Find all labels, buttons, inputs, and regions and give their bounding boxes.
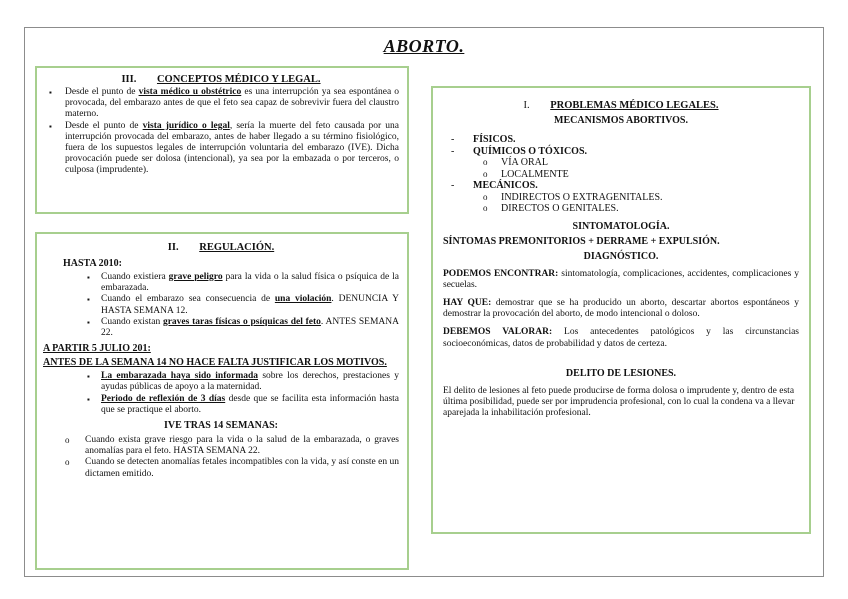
list-item: o INDIRECTOS O EXTRAGENITALES. — [501, 192, 799, 204]
list-item: ▪ Desde el punto de vista jurídico o legal, sería la muerte del feto causada por una interrupción provocada del embarazo, antes de haber llegado a su término fisiológico, fuera de los supuestos legales de interrupción voluntaria del embarazo (IVE). Dicha provocación puede ser dolosa (intencional), ya sea por la embazada o por terceros, o culposa (imprudente). — [65, 121, 399, 177]
list-item: ▪ Cuando existiera grave peligro para la vida o la salud física o psíquica de la embarazada. — [101, 272, 399, 294]
list-item: - FÍSICOS. — [473, 134, 799, 146]
sintomas-line: SÍNTOMAS PREMONITORIOS + DERRAME + EXPULSIÓN. — [443, 235, 720, 247]
problemas-title: PROBLEMAS MÉDICO LEGALES. — [550, 100, 719, 111]
list-item: ▪ Desde el punto de vista médico u obstétrico es una interrupción ya sea espontánea o provocada, del embarazo antes de que el feto sea capaz de sobrevivir fuera del claustro materno. — [65, 87, 399, 121]
a-partir-label: A PARTIR 5 JULIO 201: — [43, 343, 151, 355]
list-item: o Cuando exista grave riesgo para la vida o la salud de la embarazada, o graves anomalías para el feto. HASTA SEMANA 22. — [85, 435, 399, 457]
conceptos-numeral: III. — [121, 74, 137, 85]
problemas-numeral: I. — [523, 100, 530, 111]
podemos-paragraph: PODEMOS ENCONTRAR: sintomatología, complicaciones, accidentes, complicaciones y secuelas. — [443, 268, 800, 290]
list-item: ▪ La embarazada haya sido informada sobre los derechos, prestaciones y ayudas públicas de apoyo a la maternidad. — [101, 371, 399, 393]
delito-heading: DELITO DE LESIONES. — [565, 367, 677, 379]
hasta-2010-label: HASTA 2010: — [63, 258, 122, 269]
problemas-heading — [443, 100, 799, 111]
ive-label: IVE TRAS 14 SEMANAS: — [163, 420, 278, 432]
mecanismos-label: MECANISMOS ABORTIVOS. — [554, 115, 688, 126]
diagnostico-label: DIAGNÓSTICO. — [583, 250, 659, 262]
page-title: ABORTO. — [383, 36, 465, 56]
conceptos-box — [35, 66, 409, 214]
list-item: ▪ Periodo de reflexión de 3 días desde que se facilita esta información hasta que se practique el aborto. — [101, 394, 399, 416]
regulacion-title: REGULACIÓN. — [199, 242, 275, 253]
list-item: o LOCALMENTE — [501, 169, 799, 181]
regulacion-numeral: II. — [167, 242, 179, 253]
regulacion-box — [35, 232, 409, 570]
conceptos-title: CONCEPTOS MÉDICO Y LEGAL. — [156, 74, 321, 85]
list-item: o VÍA ORAL — [501, 157, 799, 169]
conceptos-heading — [43, 74, 399, 85]
antes-semana-label: ANTES DE LA SEMANA 14 NO HACE FALTA JUSTIFICAR LOS MOTIVOS. — [43, 357, 387, 369]
sintomatologia-label: SINTOMATOLOGÍA. — [572, 220, 670, 232]
list-item: o DIRECTOS O GENITALES. — [501, 203, 799, 215]
regulacion-heading — [43, 242, 399, 253]
list-item: - QUÍMICOS O TÓXICOS. o VÍA ORAL o LOCALMENTE — [473, 146, 799, 181]
debemos-paragraph: DEBEMOS VALORAR: Los antecedentes patológicos y las circunstancias socioeconómicas, datos de probabilidad y datos de certeza. — [443, 327, 799, 349]
list-item: ▪ Cuando existan graves taras físicas o psíquicas del feto. ANTES SEMANA 22. — [101, 317, 399, 339]
delito-paragraph: El delito de lesiones al feto puede producirse de forma dolosa o imprudente y, dentro de esta última posibilidad, puede ser por imprudencia profesional, con lo cual la condena va a llevar aparejada la inhabilitación profesional. — [443, 385, 795, 419]
list-item: ▪ Cuando el embarazo sea consecuencia de una violación. DENUNCIA Y HASTA SEMANA 12. — [101, 294, 399, 316]
list-item: o Cuando se detecten anomalías fetales incompatibles con la vida, y así conste en un dictamen emitido. — [85, 457, 399, 479]
list-item: - MECÁNICOS. o INDIRECTOS O EXTRAGENITALES. o DIRECTOS O GENITALES. — [473, 180, 799, 215]
hay-que-paragraph: HAY QUE: demostrar que se ha producido un aborto, descartar abortos espontáneos y demostrar la provocación del aborto, de modo intencional o doloso. — [443, 297, 799, 320]
problemas-box — [431, 86, 811, 534]
